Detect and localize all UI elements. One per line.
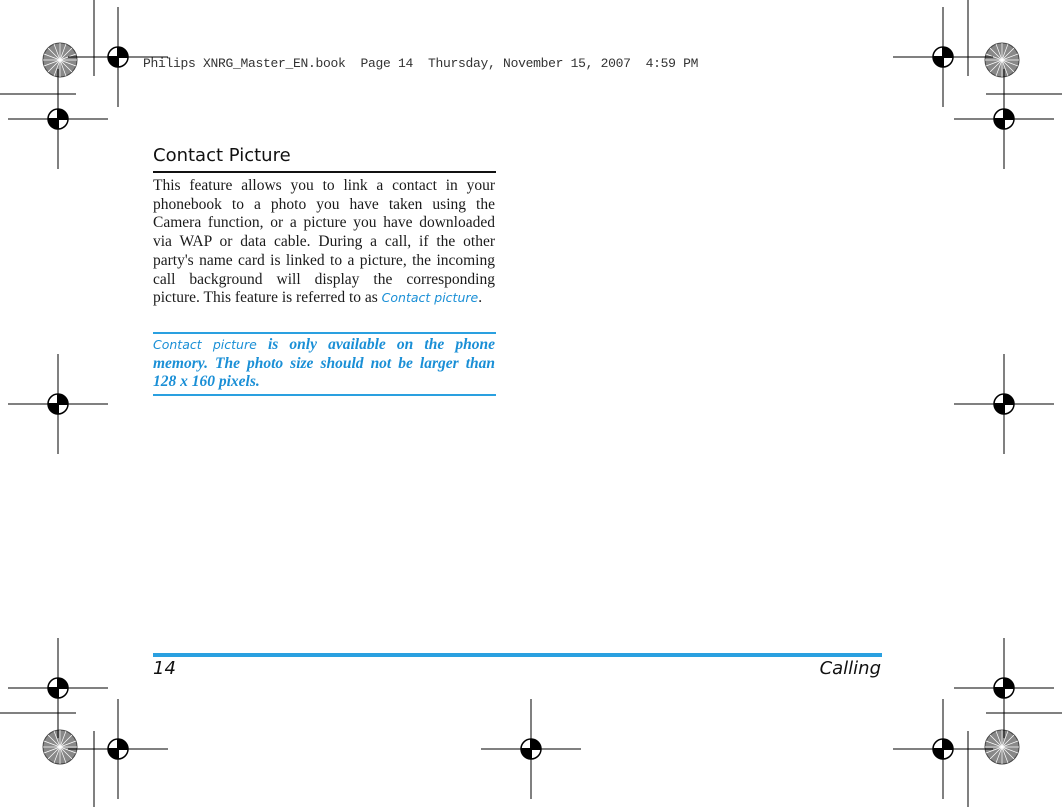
note-term: Contact picture [153, 337, 257, 352]
body-paragraph [153, 177, 495, 308]
title-underline [153, 171, 496, 173]
body-term: Contact picture [381, 290, 479, 306]
body-text-main: This feature allows you to link a contact in your phonebook to a photo you have taken using the Camera function, or a picture you have downloaded via WAP or data cable. During a call, if the other party's name card is linked to a picture, the incoming call background will display the corresponding picture. This feature is referred to as [153, 177, 495, 307]
registration-mark-bottom-center [481, 699, 581, 799]
star-target-top-left [43, 43, 77, 77]
page-number: 14 [153, 658, 176, 679]
print-header: Philips XNRG_Master_EN.book Page 14 Thursday, November 15, 2007 4:59 PM [143, 56, 699, 71]
star-target-bottom-right [985, 730, 1019, 764]
registration-mark-bottom-right [893, 699, 993, 799]
star-target-bottom-left [43, 730, 77, 764]
section-title: Contact Picture [153, 145, 291, 166]
note-rule-bottom [153, 394, 496, 396]
registration-mark-right-middle [954, 354, 1054, 454]
chapter-name: Calling [819, 658, 881, 679]
body-text-end: . [478, 289, 483, 307]
footer-rule [153, 653, 882, 657]
note-paragraph [153, 336, 495, 392]
registration-mark-right-upper [954, 69, 1054, 169]
note-text: is only available on the phone memory. The photo size should not be larger than 128 x 160 pixels. [153, 336, 495, 390]
registration-mark-right-lower [954, 638, 1054, 738]
registration-mark-left-upper [8, 69, 108, 169]
registration-mark-bottom-left [68, 699, 168, 799]
note-rule-top [153, 332, 496, 334]
star-target-top-right [985, 43, 1019, 77]
registration-mark-left-lower [8, 638, 108, 738]
registration-mark-left-middle [8, 354, 108, 454]
registration-mark-top-right [893, 7, 993, 107]
